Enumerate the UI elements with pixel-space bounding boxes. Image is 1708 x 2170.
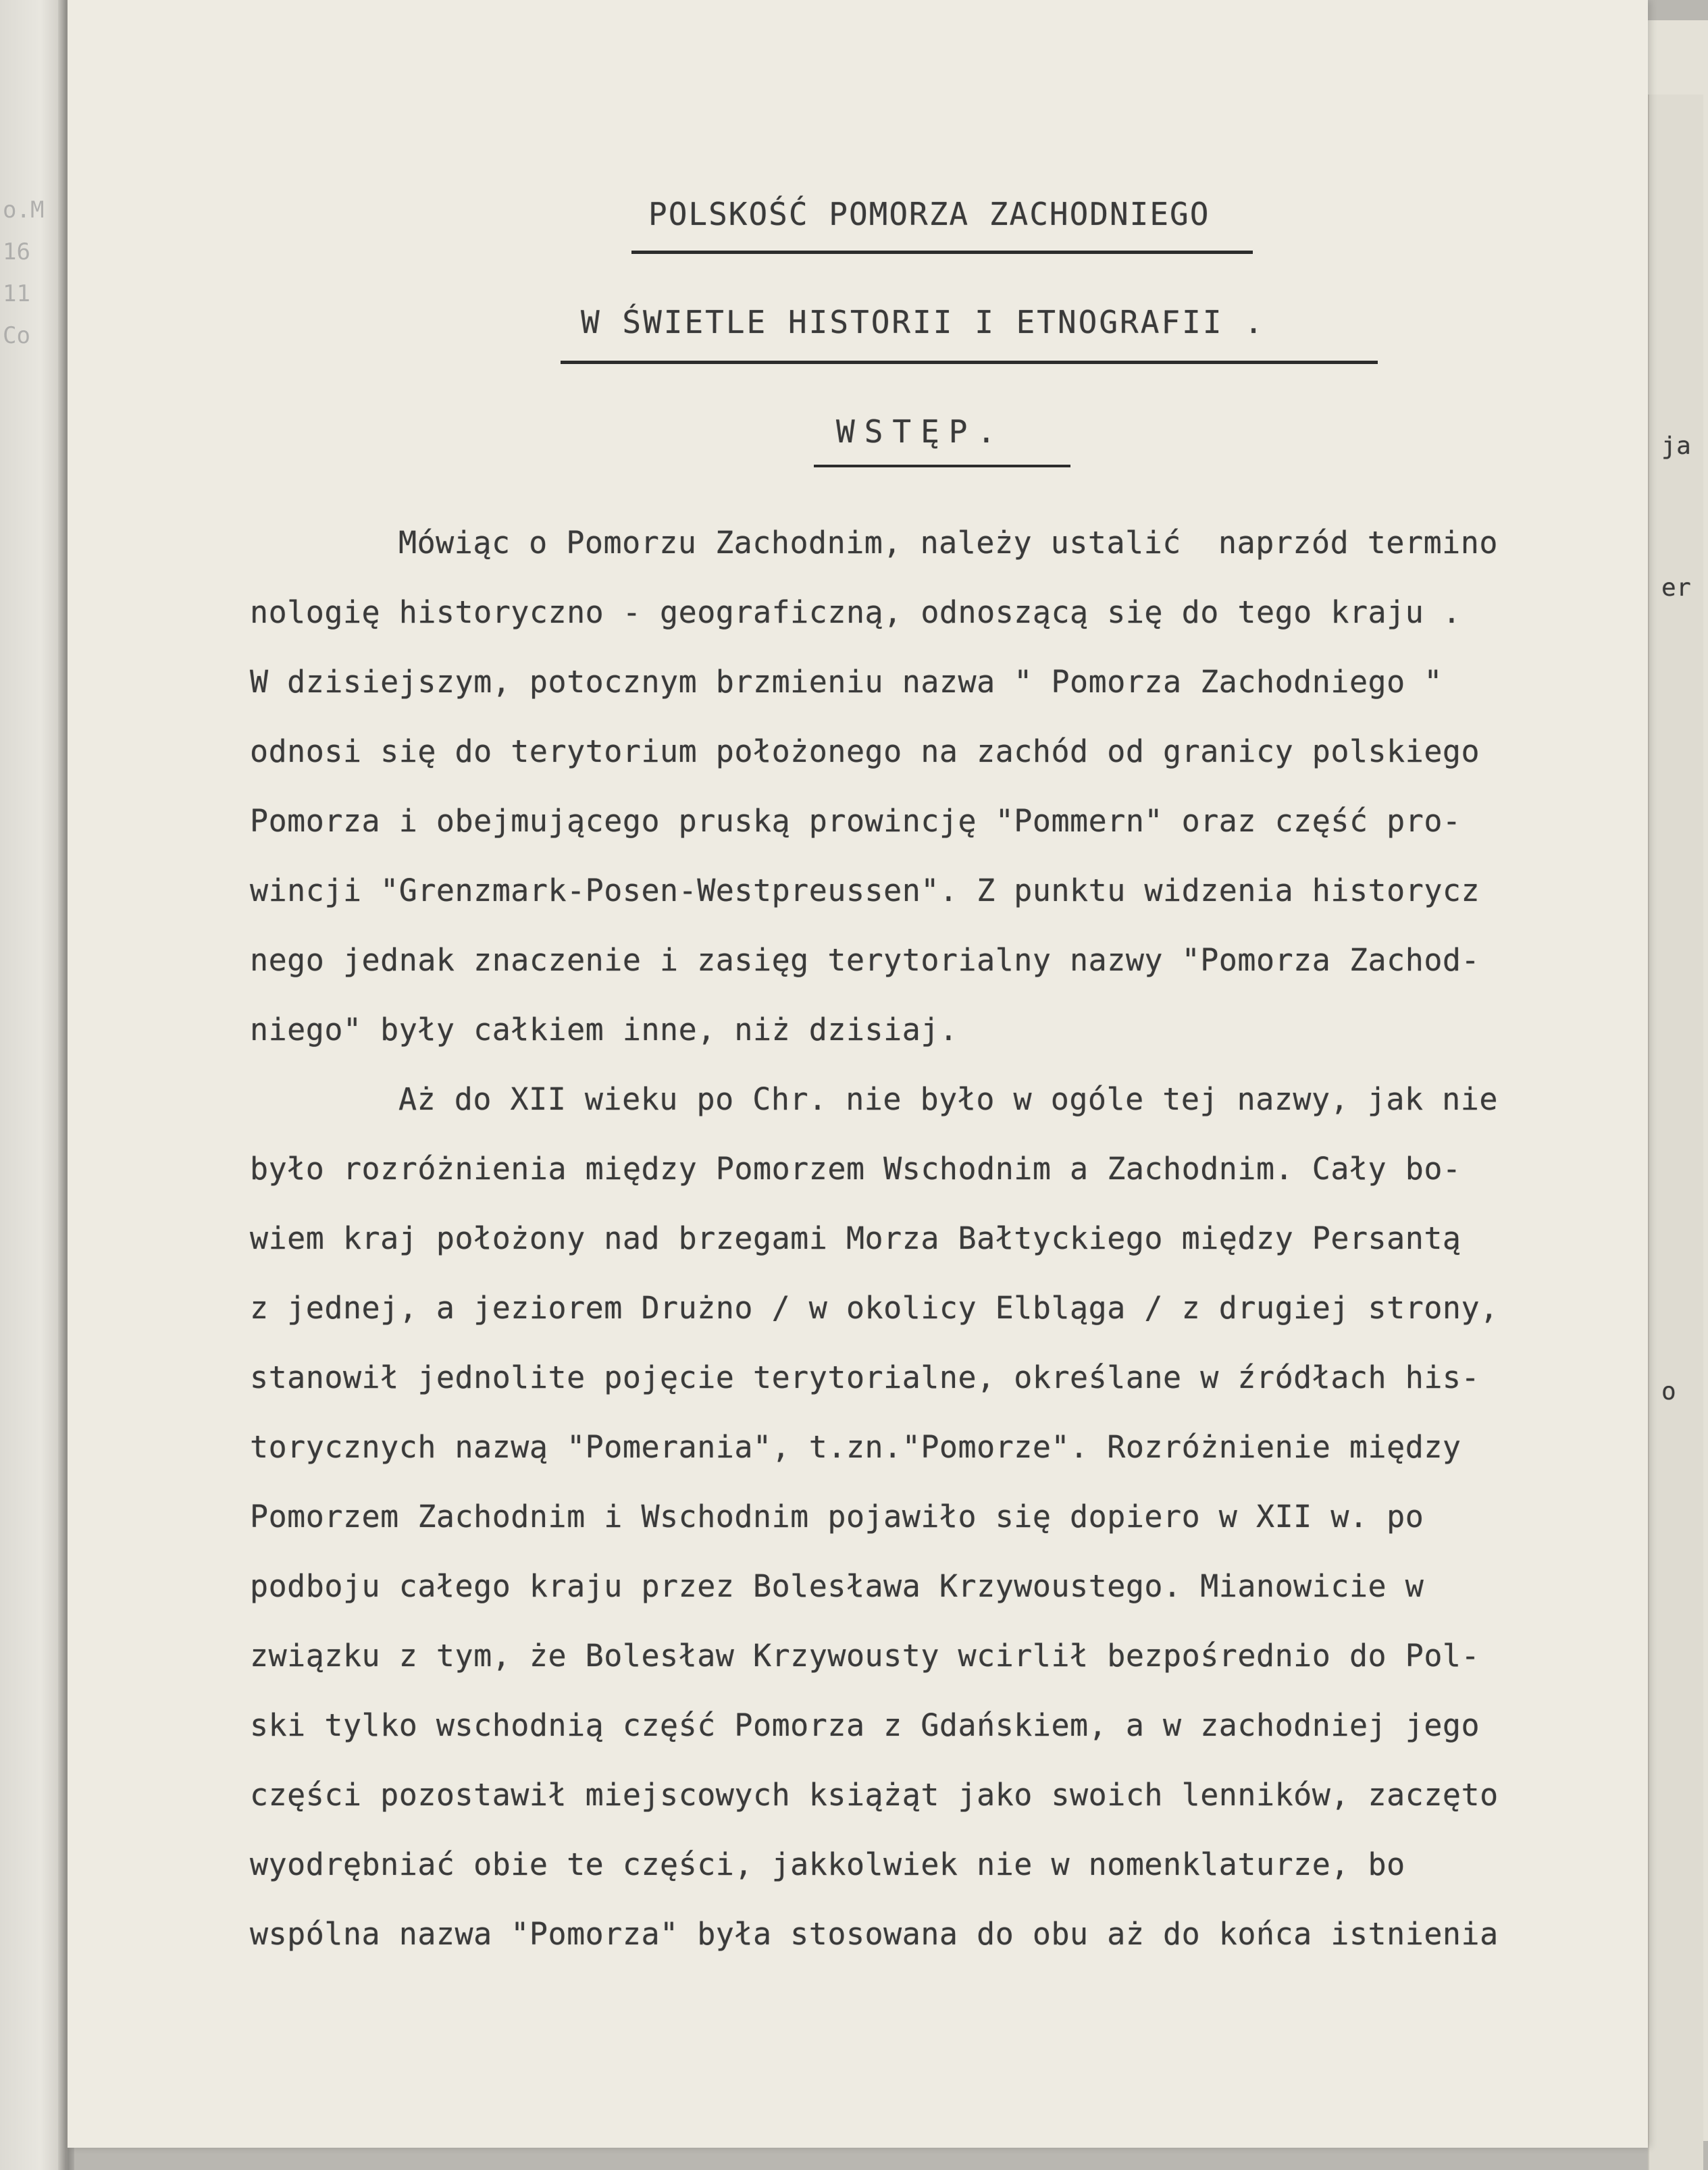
heading-underline xyxy=(814,465,1070,467)
text-line: Pomorzem Zachodnim i Wschodnim pojawiło się dopiero w XII w. po xyxy=(250,1499,1424,1534)
section-heading: WSTĘP. xyxy=(836,413,1006,450)
text-line: wyodrębniać obie te części, jakkolwiek nie w nomenklaturze, bo xyxy=(250,1846,1405,1882)
text-line: torycznych nazwą "Pomerania", t.zn."Pomorze". Rozróżnienie między xyxy=(250,1429,1461,1465)
subtitle-underline xyxy=(561,361,1378,364)
text-line: Aż do XII wieku po Chr. nie było w ogóle tej nazwy, jak nie xyxy=(398,1081,1498,1117)
margin-fragment: o xyxy=(1661,1378,1677,1405)
left-fragment: Co xyxy=(3,322,30,349)
text-line: wspólna nazwa "Pomorza" była stosowana do obu aż do końca istnienia xyxy=(250,1916,1499,1952)
text-line: Mówiąc o Pomorzu Zachodnim, należy ustalić naprzód termino xyxy=(398,525,1498,561)
text-line: wiem kraj położony nad brzegami Morza Bałtyckiego między Persantą xyxy=(250,1220,1461,1256)
left-fragment: 11 xyxy=(3,280,30,307)
left-binder-page xyxy=(0,0,68,2170)
left-fragment: o.M xyxy=(3,197,45,224)
text-line: stanowił jednolite pojęcie terytorialne, określane w źródłach his- xyxy=(250,1360,1480,1395)
margin-fragment: ja xyxy=(1661,432,1692,460)
text-line: było rozróżnienia między Pomorzem Wschodnim a Zachodnim. Cały bo- xyxy=(250,1151,1461,1187)
body-text xyxy=(250,508,1655,1969)
text-line: ski tylko wschodnią część Pomorza z Gdańskiem, a w zachodniej jego xyxy=(250,1707,1480,1743)
text-line: związku z tym, że Bolesław Krzywousty wcirlił bezpośrednio do Pol- xyxy=(250,1638,1480,1674)
text-line: podboju całego kraju przez Bolesława Krzywoustego. Mianowicie w xyxy=(250,1568,1424,1604)
text-line: z jednej, a jeziorem Drużno / w okolicy Elbląga / z drugiej strony, xyxy=(250,1290,1499,1326)
text-line: odnosi się do terytorium położonego na zachód od granicy polskiego xyxy=(250,733,1480,769)
document-subtitle: W ŚWIETLE HISTORII I ETNOGRAFII . xyxy=(581,304,1265,340)
text-line: niego" były całkiem inne, niż dzisiaj. xyxy=(250,1012,958,1048)
underlying-page xyxy=(1648,95,1703,2170)
left-fragment: 16 xyxy=(3,238,30,265)
title-underline xyxy=(631,251,1253,254)
left-page-fragments xyxy=(3,189,43,357)
document-title: POLSKOŚĆ POMORZA ZACHODNIEGO xyxy=(648,196,1210,232)
text-line: W dzisiejszym, potocznym brzmieniu nazwa " Pomorza Zachodniego " xyxy=(250,664,1443,700)
text-line: części pozostawił miejscowych książąt jako swoich lenników, zaczęto xyxy=(250,1777,1499,1813)
text-line: Pomorza i obejmującego pruską prowincję "Pommern" oraz część pro- xyxy=(250,803,1461,839)
text-line: wincji "Grenzmark-Posen-Westpreussen". Z punktu widzenia historycz xyxy=(250,873,1480,908)
text-line: nologię historyczno - geograficzną, odnoszącą się do tego kraju . xyxy=(250,594,1461,630)
text-line: nego jednak znaczenie i zasięg terytorialny nazwy "Pomorza Zachod- xyxy=(250,942,1480,978)
margin-fragment: er xyxy=(1661,574,1692,602)
